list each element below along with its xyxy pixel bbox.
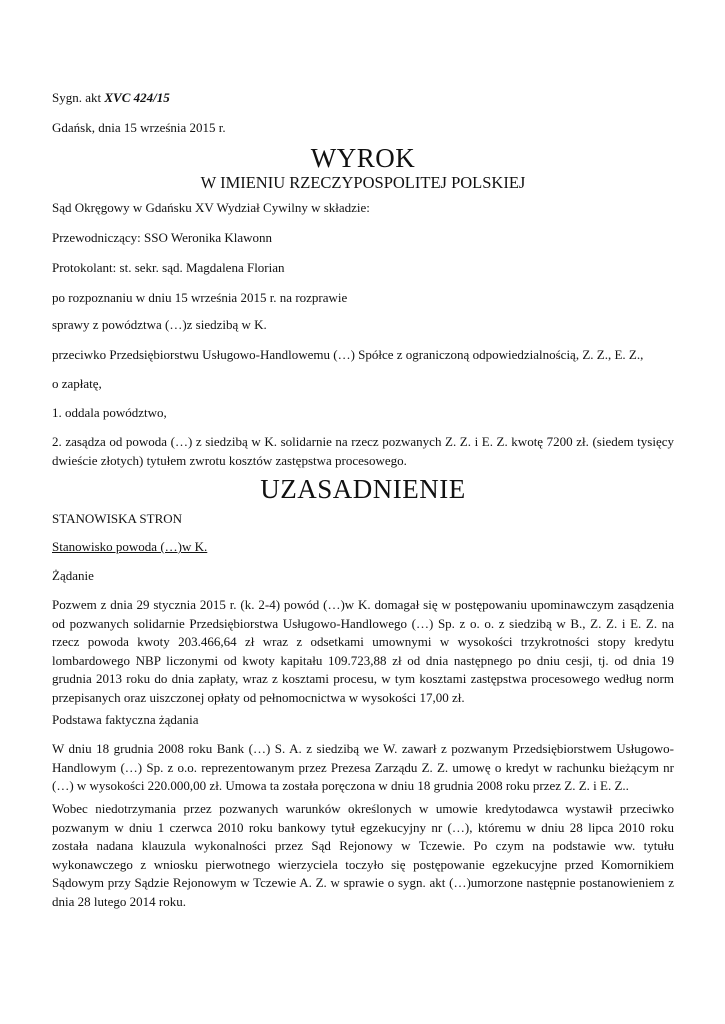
section-heading: STANOWISKA STRON [52, 511, 183, 526]
place-date: Gdańsk, dnia 15 września 2015 r. [52, 120, 226, 135]
basis-paragraph-2: Wobec niedotrzymania przez pozwanych warunków określonych w umowie kredytodawca wystawił przeciwko pozwanym w dniu 1 czerwca 2010 roku bankowy tytuł egzekucyjny nr (…), któremu w dniu 28 lipca 2010 roku została nadana klauzula wykonalności przez Sąd Rejonowy w Tczewie. Po czym na podstawie ww. tytułu wykonawczego z wniosku pierwotnego wierzyciela toczyło się postępowanie egzekucyjne przed Komornikiem Sądowym przy Sądzie Rejonowym w Tczewie A. Z. w sprawie o sygn. akt (…)umorzone następnie postanowieniem z dnia 28 lutego 2014 roku. [52, 801, 674, 909]
case-prefix: Sygn. akt [52, 90, 105, 105]
basis-heading: Podstawa faktyczna żądania [52, 712, 199, 727]
case-from-line: sprawy z powództwa (…)z siedzibą w K. [52, 317, 267, 332]
hearing-line: po rozpoznaniu w dniu 15 września 2015 r. na rozprawie [52, 290, 348, 305]
court-composition: Sąd Okręgowy w Gdańsku XV Wydział Cywilny w składzie: [52, 200, 370, 215]
justification-title: UZASADNIENIE [260, 474, 466, 504]
defendants-line: przeciwko Przedsiębiorstwu Usługowo-Handlowemu (…) Spółce z ograniczoną odpowiedzialnością, Z. Z., E. Z., [52, 347, 644, 362]
court-clerk: Protokolant: st. sekr. sąd. Magdalena Florian [52, 260, 285, 275]
verdict-item-1: 1. oddala powództwo, [52, 405, 167, 420]
case-number: XVC 424/15 [104, 90, 170, 105]
demand-heading: Żądanie [52, 568, 94, 583]
case-reference [52, 89, 170, 107]
plaintiff-heading: Stanowisko powoda (…)w K. [52, 539, 208, 554]
judgment-subtitle: W IMIENIU RZECZYPOSPOLITEJ POLSKIEJ [200, 173, 526, 192]
court-chair: Przewodniczący: SSO Weronika Klawonn [52, 230, 273, 245]
verdict-item-2: 2. zasądza od powoda (…) z siedzibą w K. solidarnie na rzecz pozwanych Z. Z. i E. Z. kwotę 7200 zł. (siedem tysięcy dwieście złotych) tytułem zwrotu kosztów zastępstwa procesowego. [52, 434, 674, 468]
basis-paragraph-1: W dniu 18 grudnia 2008 roku Bank (…) S. A. z siedzibą we W. zawarł z pozwanym Przedsiębiorstwem Usługowo-Handlowym (…) Sp. z o.o. reprezentowanym przez Prezesa Zarządu Z. Z. umowę o kredyt w rachunku bieżącym nr (…) w wysokości 220.000,00 zł. Umowa ta została poręczona w dniu 18 grudnia 2008 roku przez Z. Z. i E. Z.. [52, 741, 674, 793]
judgment-title: WYROK [310, 143, 416, 173]
demand-paragraph: Pozwem z dnia 29 stycznia 2015 r. (k. 2-4) powód (…)w K. domagał się w postępowaniu upominawczym zasądzenia od pozwanych solidarnie Przedsiębiorstwa Usługowo-Handlowego (…) Sp. z o. o. z siedzibą w B., Z. Z. i E. Z. na rzecz powoda kwoty 203.466,64 zł wraz z odsetkami umownymi w wysokości trzykrotności stopy kredytu lombardowego NBP liczonymi od kwoty kapitału 109.723,88 zł od dnia następnego po dniu cesji, tj. od dnia 19 grudnia 2013 roku do dnia zapłaty, wraz z kosztami procesu, w tym kosztami zastępstwa procesowego według norm przepisanych oraz uiszczonej opłaty od pełnomocnictwa w wysokości 17,00 zł. [52, 597, 674, 705]
subject-line: o zapłatę, [52, 376, 102, 391]
